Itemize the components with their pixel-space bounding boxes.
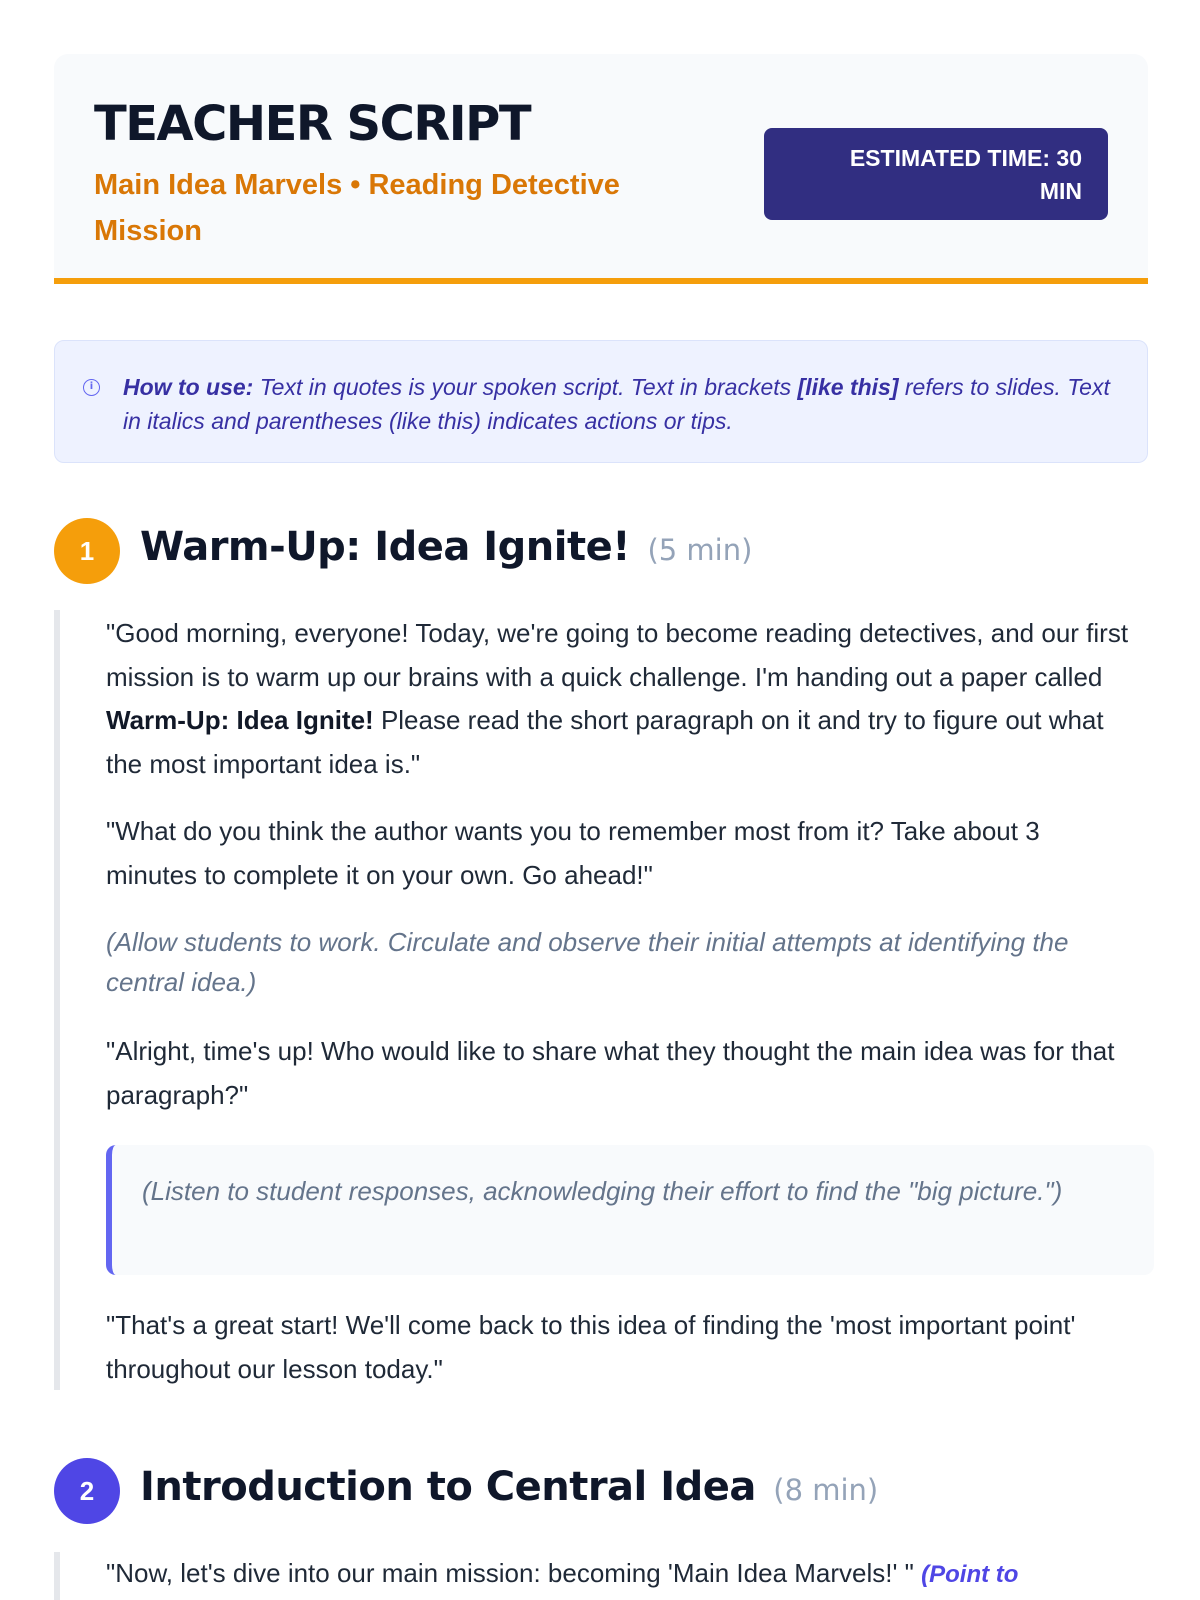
info-icon: i [83,379,100,396]
worksheet-name: Warm-Up: Idea Ignite! [106,705,374,735]
section-header-introduction [54,1458,1148,1524]
script-text: "Now, let's dive into our main mission: becoming 'Main Idea Marvels!' " [106,1558,914,1588]
script-text: Please read the short paragraph on it and try to figure out what the most important idea is." [106,705,1104,779]
script-paragraph [106,1552,1136,1597]
estimated-time-badge: ESTIMATED TIME: 30 MIN [764,128,1108,220]
section-header-warm-up [54,518,1148,584]
section-title-text: Warm-Up: Idea Ignite! [140,524,630,570]
section-title-text: Introduction to Central Idea [140,1464,756,1510]
slide-cue: (Point to [921,1561,1019,1588]
script-paragraph: "What do you think the author wants you to remember most from it? Take about 3 minutes to complete it on your own. Go ahead!" [106,816,1040,890]
step-number-badge: 2 [54,1458,120,1524]
how-to-use-text [123,370,1123,438]
script-paragraph [106,612,1136,786]
section-title [140,1464,878,1510]
section-duration: (8 min) [773,1473,879,1507]
how-to-use-text-2: refers to slides. Text in italics and parentheses (like this) indicates actions or tips. [123,374,1110,434]
script-text: "Good morning, everyone! Today, we're going to become reading detectives, and our first mission is to warm up our brains with a quick challenge. I'm handing out a paper called [106,618,1129,692]
step-number-badge: 1 [54,518,120,584]
section-body-introduction [54,1552,1148,1600]
lesson-subtitle: Main Idea Marvels • Reading Detective Mission [94,169,620,247]
how-to-use-label: How to use: [123,374,254,400]
teacher-action-note: (Allow students to work. Circulate and observe their initial attempts at identifying the central idea.) [106,927,1069,997]
script-paragraph: "Alright, time's up! Who would like to share what they thought the main idea was for that paragraph?" [106,1036,1115,1110]
teacher-tip-callout [106,1145,1154,1275]
page-title: TEACHER SCRIPT [94,96,531,152]
script-paragraph: "That's a great start! We'll come back to this idea of finding the 'most important point' throughout our lesson today." [106,1310,1076,1384]
section-title [140,524,752,570]
section-duration: (5 min) [647,533,753,567]
bracket-example: [like this] [797,374,899,400]
script-header [54,54,1148,284]
callout-text: (Listen to student responses, acknowledging their effort to find the "big picture.") [142,1176,1063,1206]
section-body-warm-up [54,610,1148,1390]
how-to-use-box [54,340,1148,463]
how-to-use-text-1: Text in quotes is your spoken script. Text in brackets [253,374,798,400]
